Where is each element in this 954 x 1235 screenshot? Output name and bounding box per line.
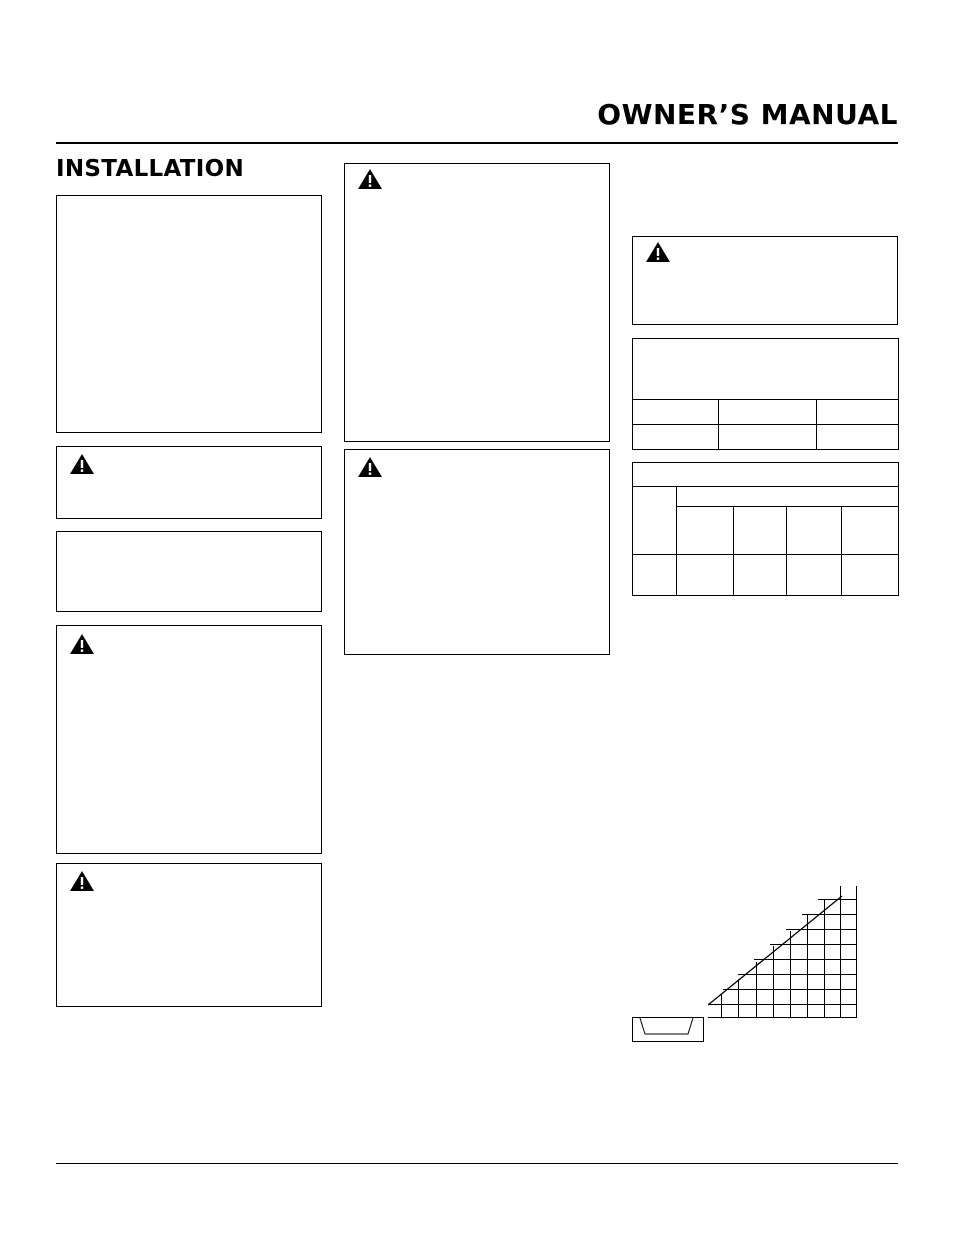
notice-box-1 [56,195,322,433]
table-row [633,555,899,596]
table-row [633,400,899,425]
table-caption-row [633,339,899,400]
spec-table-1 [632,338,898,450]
table-header-row [633,487,899,507]
warning-box-6 [632,236,898,325]
clearance-diagram [630,884,862,1046]
warning-box-4 [344,163,610,442]
warning-triangle-icon [69,633,95,655]
heater-outline [633,1018,704,1042]
manual-title: OWNER’S MANUAL [597,98,898,131]
warning-triangle-icon [69,453,95,475]
header-rule [56,142,898,144]
warning-box-3 [56,863,322,1007]
warning-triangle-icon [69,870,95,892]
notice-box-2 [56,531,322,612]
warning-box-1 [56,446,322,519]
warning-box-5 [344,449,610,655]
warning-triangle-icon [645,241,671,263]
footer-rule [56,1163,898,1164]
clearance-diagonal [708,896,842,1005]
table-row [633,425,899,450]
section-title: INSTALLATION [56,156,245,182]
table-caption-row [633,463,899,487]
warning-box-2 [56,625,322,854]
clearance-grid [708,886,857,1018]
warning-triangle-icon [357,456,383,478]
warning-triangle-icon [357,168,383,190]
spec-table-2 [632,462,898,596]
